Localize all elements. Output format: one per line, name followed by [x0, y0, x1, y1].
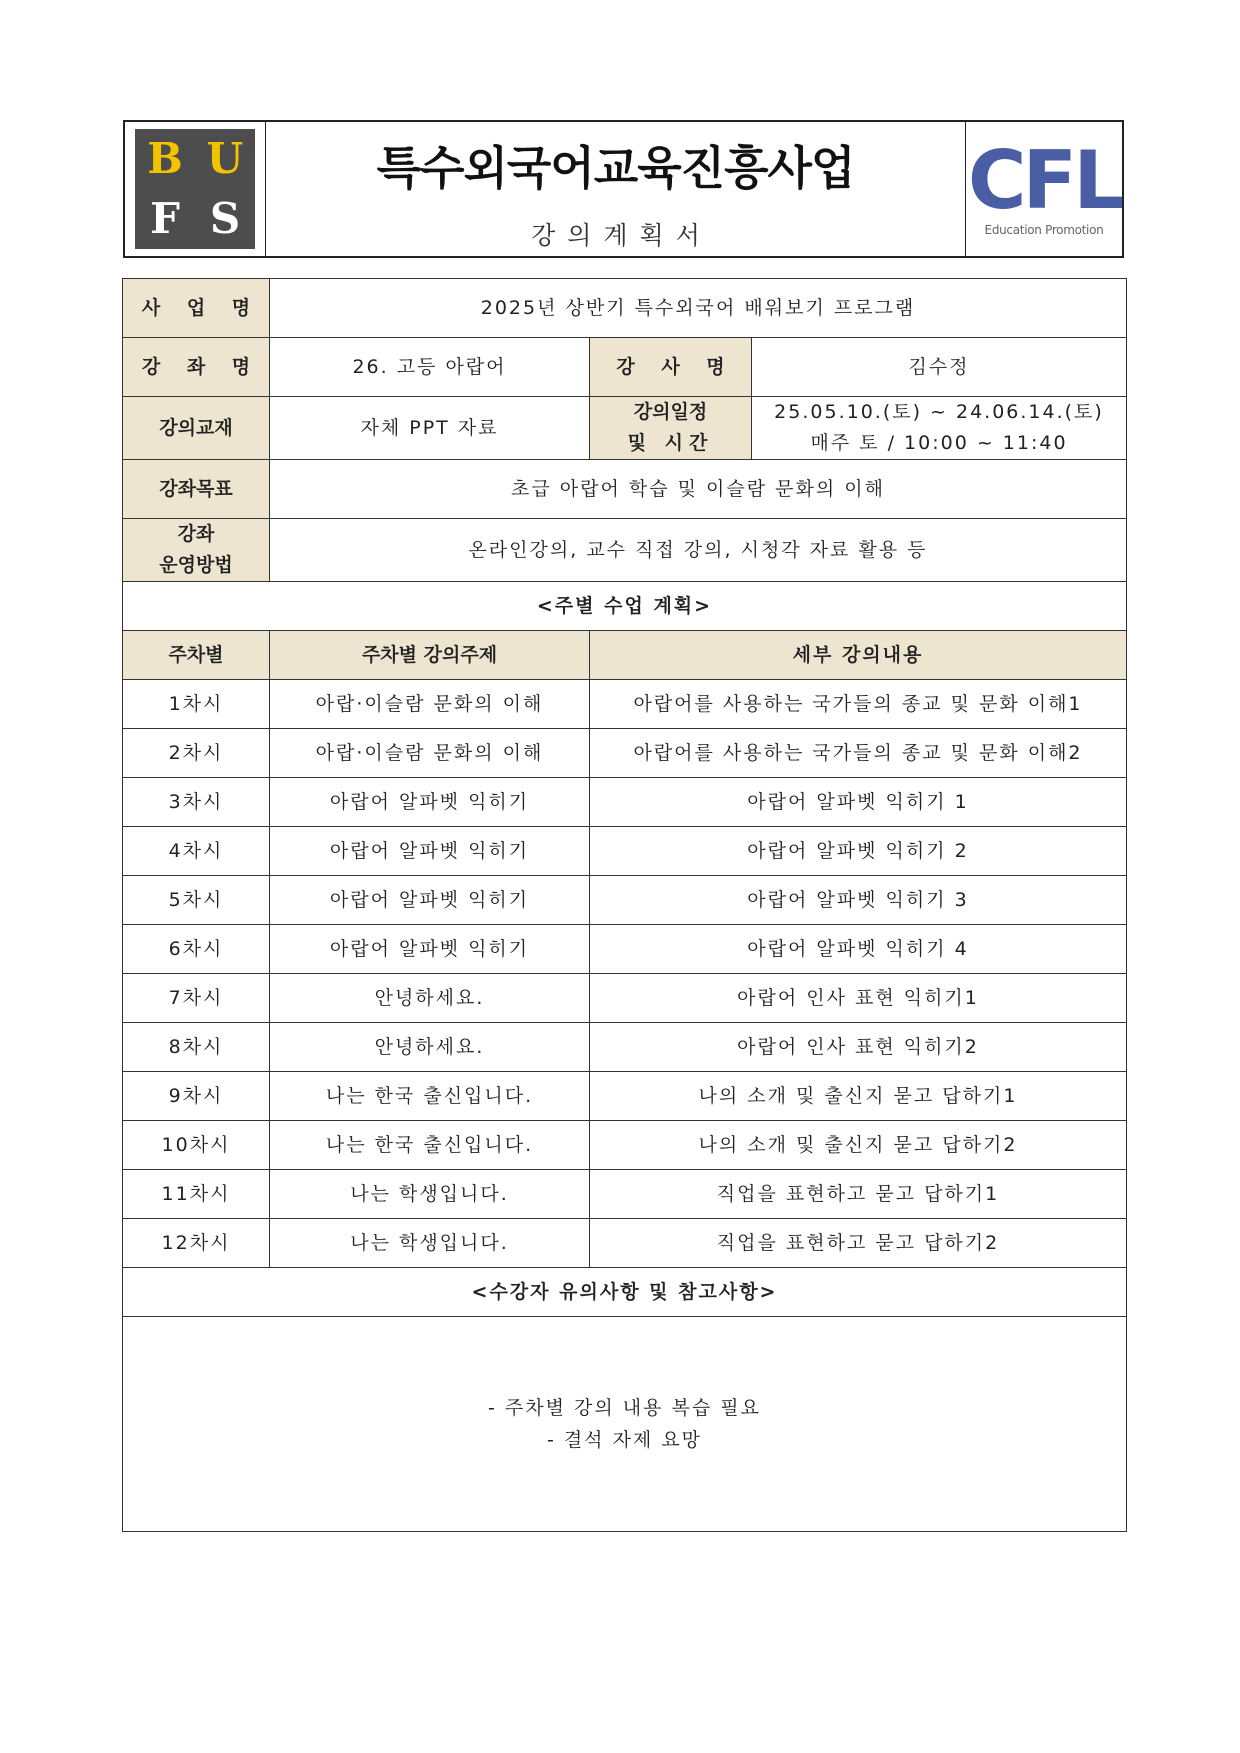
topic-cell: 나는 한국 출신입니다.: [270, 1121, 590, 1170]
week-cell: 10차시: [123, 1121, 270, 1170]
topic-cell: 아랍어 알파벳 익히기: [270, 827, 590, 876]
instructor-label: 강 사 명: [590, 338, 752, 397]
topic-cell: 아랍어 알파벳 익히기: [270, 925, 590, 974]
table-row: [123, 729, 1127, 778]
bufs-logo-letter-u: U: [206, 134, 244, 183]
course-value: 26. 고등 아랍어: [270, 338, 590, 397]
week-cell: 7차시: [123, 974, 270, 1023]
course-label: 강 좌 명: [123, 338, 270, 397]
method-label: [123, 519, 270, 582]
table-row: [123, 1219, 1127, 1268]
detail-cell: 아랍어 알파벳 익히기 2: [590, 827, 1127, 876]
detail-cell: 직업을 표현하고 묻고 답하기1: [590, 1170, 1127, 1219]
topic-cell: 나는 한국 출신입니다.: [270, 1072, 590, 1121]
week-cell: 9차시: [123, 1072, 270, 1121]
week-cell: 1차시: [123, 680, 270, 729]
notes-row: [123, 1317, 1127, 1532]
instructor-value: 김수정: [752, 338, 1127, 397]
table-row: [123, 778, 1127, 827]
table-row: [123, 974, 1127, 1023]
bufs-logo-letter-f: F: [150, 194, 180, 243]
detail-cell: 아랍어를 사용하는 국가들의 종교 및 문화 이해1: [590, 680, 1127, 729]
table-row: [123, 1121, 1127, 1170]
detail-cell: 아랍어 인사 표현 익히기2: [590, 1023, 1127, 1072]
schedule-dates: 25.05.10.(토) ~ 24.06.14.(토): [774, 401, 1104, 423]
project-label: 사 업 명: [123, 279, 270, 338]
weekly-section-title: <주별 수업 계획>: [123, 582, 1127, 631]
bufs-logo: [135, 129, 255, 249]
method-value: 온라인강의, 교수 직접 강의, 시청각 자료 활용 등: [270, 519, 1127, 582]
detail-cell: 아랍어를 사용하는 국가들의 종교 및 문화 이해2: [590, 729, 1127, 778]
week-cell: 11차시: [123, 1170, 270, 1219]
detail-cell: 나의 소개 및 출신지 묻고 답하기2: [590, 1121, 1127, 1170]
header-topic: 주차별 강의주제: [270, 631, 590, 680]
cfl-logo-subtitle: Education Promotion: [984, 223, 1104, 237]
topic-cell: 나는 학생입니다.: [270, 1170, 590, 1219]
page-subtitle: 강의계획서: [531, 221, 712, 250]
bufs-logo-letter-b: B: [147, 134, 183, 183]
notes-section-title: <수강자 유의사항 및 참고사항>: [123, 1268, 1127, 1317]
week-cell: 4차시: [123, 827, 270, 876]
week-cell: 5차시: [123, 876, 270, 925]
week-cell: 12차시: [123, 1219, 270, 1268]
title-cell: [266, 122, 966, 256]
detail-cell: 나의 소개 및 출신지 묻고 답하기1: [590, 1072, 1127, 1121]
textbook-label: 강의교재: [123, 397, 270, 460]
textbook-row: [123, 397, 1127, 460]
topic-cell: 나는 학생입니다.: [270, 1219, 590, 1268]
week-cell: 8차시: [123, 1023, 270, 1072]
detail-cell: 아랍어 인사 표현 익히기1: [590, 974, 1127, 1023]
week-cell: 6차시: [123, 925, 270, 974]
detail-cell: 직업을 표현하고 묻고 답하기2: [590, 1219, 1127, 1268]
schedule-label-line-1: 강의일정: [633, 401, 708, 423]
header-detail: 세부 강의내용: [590, 631, 1127, 680]
schedule-time: 매주 토 / 10:00 ~ 11:40: [810, 432, 1068, 454]
schedule-label: [590, 397, 752, 460]
table-row: [123, 1023, 1127, 1072]
project-row: [123, 279, 1127, 338]
table-row: [123, 827, 1127, 876]
document-header: [123, 120, 1124, 258]
schedule-label-line-2: 및 시간: [627, 432, 714, 454]
method-row: [123, 519, 1127, 582]
notes-content: [123, 1317, 1127, 1532]
bufs-logo-letter-s: S: [209, 194, 241, 243]
table-row: [123, 925, 1127, 974]
goal-label: 강좌목표: [123, 460, 270, 519]
project-value: 2025년 상반기 특수외국어 배워보기 프로그램: [270, 279, 1127, 338]
method-label-line-2: 운영방법: [159, 554, 233, 576]
topic-cell: 안녕하세요.: [270, 974, 590, 1023]
notes-section-row: [123, 1268, 1127, 1317]
topic-cell: 아랍어 알파벳 익히기: [270, 876, 590, 925]
bufs-logo-cell: [125, 122, 266, 256]
weekly-section-row: [123, 582, 1127, 631]
goal-value: 초급 아랍어 학습 및 이슬람 문화의 이해: [270, 460, 1127, 519]
schedule-value: [752, 397, 1127, 460]
method-label-line-1: 강좌: [177, 523, 215, 545]
week-cell: 3차시: [123, 778, 270, 827]
page-title: 특수외국어교육진흥사업: [376, 141, 855, 195]
topic-cell: 아랍·이슬람 문화의 이해: [270, 729, 590, 778]
detail-cell: 아랍어 알파벳 익히기 4: [590, 925, 1127, 974]
cfl-logo-cell: [966, 122, 1122, 256]
note-item: - 결석 자제 요망: [546, 1429, 703, 1451]
detail-cell: 아랍어 알파벳 익히기 3: [590, 876, 1127, 925]
note-item: - 주차별 강의 내용 복습 필요: [488, 1397, 761, 1419]
table-row: [123, 680, 1127, 729]
table-row: [123, 1072, 1127, 1121]
topic-cell: 안녕하세요.: [270, 1023, 590, 1072]
header-week: 주차별: [123, 631, 270, 680]
cfl-logo: CFL: [967, 134, 1121, 227]
topic-cell: 아랍어 알파벳 익히기: [270, 778, 590, 827]
detail-cell: 아랍어 알파벳 익히기 1: [590, 778, 1127, 827]
goal-row: [123, 460, 1127, 519]
table-row: [123, 876, 1127, 925]
course-row: [123, 338, 1127, 397]
lecture-plan-table: [122, 278, 1127, 1532]
table-row: [123, 1170, 1127, 1219]
weekly-header-row: [123, 631, 1127, 680]
textbook-value: 자체 PPT 자료: [270, 397, 590, 460]
week-cell: 2차시: [123, 729, 270, 778]
topic-cell: 아랍·이슬람 문화의 이해: [270, 680, 590, 729]
